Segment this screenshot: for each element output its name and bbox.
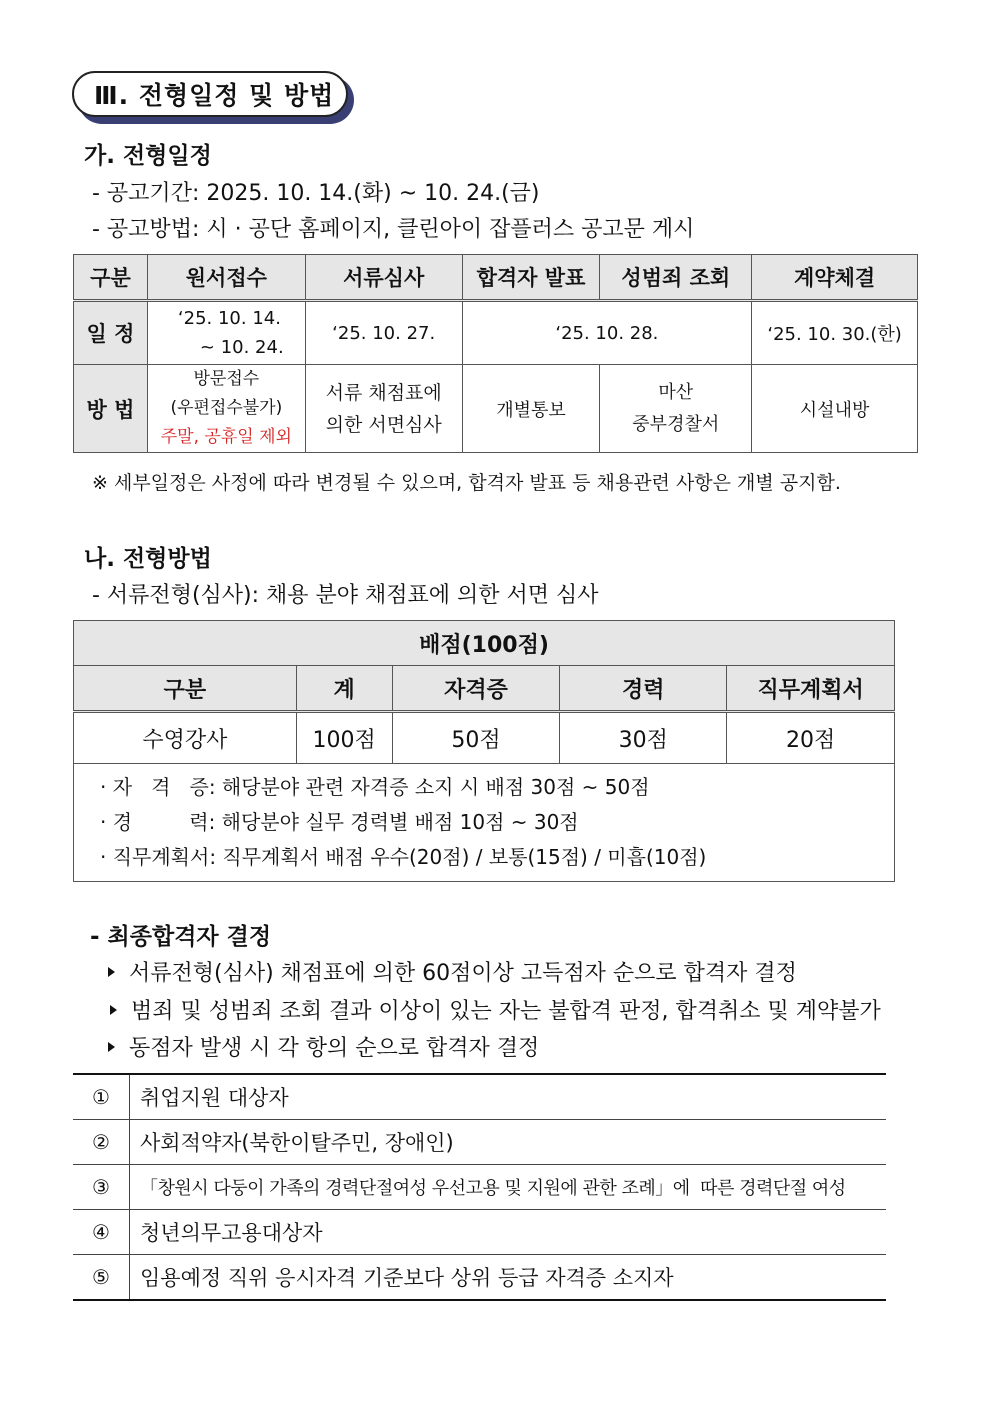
- contract-method: 시설내방: [752, 365, 918, 453]
- bullet-triangle-icon: [110, 1005, 117, 1015]
- score-row-license: 50점: [392, 712, 560, 764]
- score-header-category: 구분: [74, 666, 297, 712]
- schedule-row-label: 일 정: [74, 301, 148, 365]
- tie-break-row: [73, 1210, 886, 1255]
- tie-break-text: 취업지원 대상자: [130, 1074, 887, 1120]
- tie-break-number: ①: [73, 1074, 130, 1120]
- contract-date: ‘25. 10. 30.(한): [752, 301, 918, 365]
- schedule-heading: 가. 전형일정: [84, 143, 212, 169]
- receipt-date: [147, 301, 305, 365]
- score-note-career: · 경 력: 해당분야 실무 경력별 배점 10점 ~ 30점: [100, 810, 579, 834]
- score-header-career: 경력: [560, 666, 727, 712]
- schedule-header-category: 구분: [74, 255, 148, 301]
- score-notes: [74, 764, 895, 882]
- bullet-triangle-icon: [108, 1042, 115, 1052]
- announce-check-date: ‘25. 10. 28.: [462, 301, 752, 365]
- schedule-table: [73, 254, 918, 453]
- score-header-license: 자격증: [392, 666, 560, 712]
- score-header-plan: 직무계획서: [727, 666, 895, 712]
- notice-period: - 공고기간: 2025. 10. 14.(화) ~ 10. 24.(금): [92, 181, 540, 206]
- receipt-method-no-mail: (우편접수불가): [170, 398, 283, 418]
- check-method-line1: 마산: [658, 381, 694, 403]
- review-method: [305, 365, 462, 453]
- check-method-line2: 중부경찰서: [632, 413, 720, 435]
- schedule-header-receipt: 원서접수: [147, 255, 305, 301]
- score-table: [73, 620, 895, 882]
- score-header-total: 계: [296, 666, 392, 712]
- receipt-date-end: ~ 10. 24.: [199, 337, 284, 358]
- section-title: Ⅲ. 전형일정 및 방법: [72, 71, 348, 117]
- tie-break-row: [73, 1165, 886, 1210]
- schedule-header-announce: 합격자 발표: [462, 255, 600, 301]
- final-heading: - 최종합격자 결정: [90, 924, 272, 950]
- schedule-note: ※ 세부일정은 사정에 따라 변경될 수 있으며, 합격자 발표 등 채용관련 사항은 개별 공지함.: [92, 472, 841, 494]
- final-bullet: 서류전형(심사) 채점표에 의한 60점이상 고득점자 순으로 합격자 결정: [108, 956, 797, 987]
- tie-break-text: 임용예정 직위 응시자격 기준보다 상위 등급 자격증 소지자: [130, 1255, 887, 1301]
- tie-break-text: 「창원시 다둥이 가족의 경력단절여성 우선고용 및 지원에 관한 조례」에 따른 경력단절 여성: [130, 1165, 887, 1210]
- tie-break-text: 청년의무고용대상자: [130, 1210, 887, 1255]
- doc-review-desc: - 서류전형(심사): 채용 분야 채점표에 의한 서면 심사: [92, 583, 599, 608]
- method-row-label: 방 법: [74, 365, 148, 453]
- review-method-line1: 서류 채점표에: [325, 381, 442, 404]
- review-date: ‘25. 10. 27.: [305, 301, 462, 365]
- receipt-method-visit: 방문접수: [193, 369, 260, 389]
- tie-break-number: ⑤: [73, 1255, 130, 1301]
- score-row-total: 100점: [296, 712, 392, 764]
- tie-break-text: 사회적약자(북한이탈주민, 장애인): [130, 1120, 887, 1165]
- final-bullet: 범죄 및 성범죄 조회 결과 이상이 있는 자는 불합격 판정, 합격취소 및 계약불가: [110, 994, 881, 1025]
- bullet-triangle-icon: [108, 967, 115, 977]
- notice-method: - 공고방법: 시 · 공단 홈페이지, 클린아이 잡플러스 공고문 게시: [92, 217, 695, 242]
- review-method-line2: 의한 서면심사: [325, 413, 442, 436]
- score-table-title: 배점(100점): [74, 621, 895, 666]
- score-row-position: 수영강사: [74, 712, 297, 764]
- tie-break-row: [73, 1255, 886, 1301]
- score-note-license: · 자 격 증: 해당분야 관련 자격증 소지 시 배점 30점 ~ 50점: [100, 775, 650, 799]
- tie-break-number: ②: [73, 1120, 130, 1165]
- method-heading: 나. 전형방법: [84, 546, 212, 572]
- score-row-plan: 20점: [727, 712, 895, 764]
- tie-break-table: [73, 1073, 886, 1301]
- receipt-method-holiday-note: 주말, 공휴일 제외: [160, 427, 292, 447]
- receipt-date-start: ‘25. 10. 14.: [177, 308, 281, 329]
- announce-method: 개별통보: [462, 365, 600, 453]
- schedule-header-contract: 계약체결: [752, 255, 918, 301]
- score-note-plan: · 직무계획서: 직무계획서 배점 우수(20점) / 보통(15점) / 미흡(10점): [100, 845, 707, 869]
- check-method: [600, 365, 752, 453]
- final-bullet: 동점자 발생 시 각 항의 순으로 합격자 결정: [108, 1031, 539, 1062]
- score-row-career: 30점: [560, 712, 727, 764]
- schedule-header-check: 성범죄 조회: [600, 255, 752, 301]
- schedule-header-review: 서류심사: [305, 255, 462, 301]
- tie-break-row: [73, 1120, 886, 1165]
- tie-break-number: ③: [73, 1165, 130, 1210]
- tie-break-number: ④: [73, 1210, 130, 1255]
- tie-break-row: [73, 1074, 886, 1120]
- receipt-method: [147, 365, 305, 453]
